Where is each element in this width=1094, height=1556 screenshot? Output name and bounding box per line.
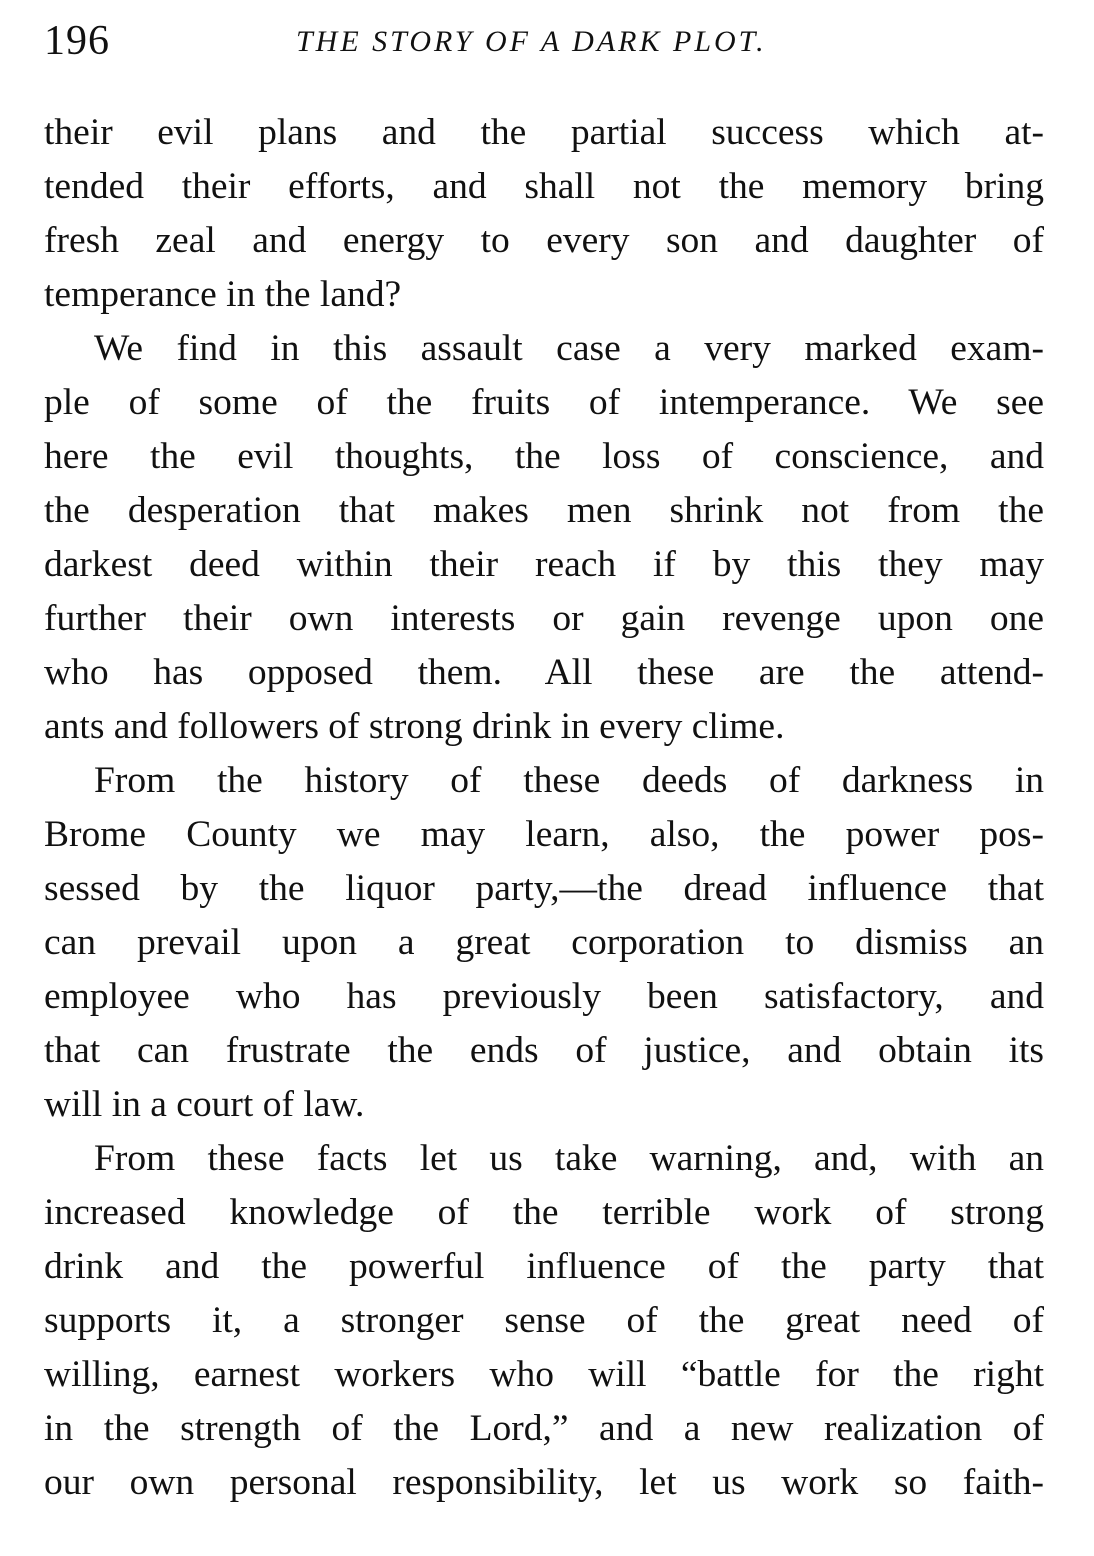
paragraph [44,1132,1044,1510]
text-line: From the history of these deeds of darkness in [94,760,1044,801]
paragraph [44,106,1044,322]
text-line: further their own interests or gain revenge upon one [44,598,1044,639]
text-line: tended their efforts, and shall not the memory bring [44,166,1044,207]
running-head [44,16,1054,76]
text-line: ple of some of the fruits of intemperance. We see [44,382,1044,423]
text-line: increased knowledge of the terrible work of strong [44,1192,1044,1233]
text-line: will in a court of law. [44,1084,365,1125]
text-line: fresh zeal and energy to every son and daughter of [44,220,1044,261]
page-number: 196 [44,18,110,64]
paragraph [44,754,1044,1132]
paragraph [44,322,1044,754]
text-line: ants and followers of strong drink in every clime. [44,706,785,747]
text-line: that can frustrate the ends of justice, and obtain its [44,1030,1044,1071]
text-line: willing, earnest workers who will “battle for the right [44,1354,1044,1395]
running-title: THE STORY OF A DARK PLOT. [296,25,767,58]
text-line: sessed by the liquor party,—the dread influence that [44,868,1044,909]
text-line: Brome County we may learn, also, the power pos- [44,814,1044,855]
text-line: employee who has previously been satisfactory, and [44,976,1044,1017]
text-line: From these facts let us take warning, and, with an [94,1138,1044,1179]
text-line: the desperation that makes men shrink not from the [44,490,1044,531]
body-text [44,106,1044,1510]
text-line: our own personal responsibility, let us work so faith- [44,1462,1044,1503]
text-line: their evil plans and the partial success which at- [44,112,1044,153]
text-line: temperance in the land? [44,274,402,315]
text-line: supports it, a stronger sense of the great need of [44,1300,1044,1341]
text-line: darkest deed within their reach if by this they may [44,544,1044,585]
text-line: can prevail upon a great corporation to dismiss an [44,922,1044,963]
text-line: in the strength of the Lord,” and a new realization of [44,1408,1044,1449]
text-line: drink and the powerful influence of the party that [44,1246,1044,1287]
text-line: We find in this assault case a very marked exam- [94,328,1044,369]
text-line: who has opposed them. All these are the attend- [44,652,1044,693]
text-line: here the evil thoughts, the loss of conscience, and [44,436,1044,477]
